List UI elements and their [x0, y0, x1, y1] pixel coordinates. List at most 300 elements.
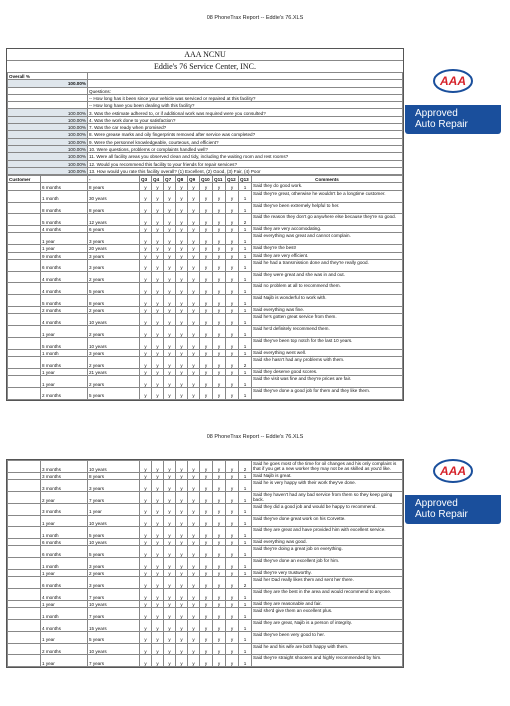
customer-cell [8, 202, 41, 214]
customer-cell [8, 271, 41, 283]
q3-cell: y [140, 226, 152, 233]
dealing-since-cell: 2 years [88, 376, 140, 388]
last-service-cell: 1 month [41, 190, 88, 202]
dealing-since-cell: 10 years [88, 600, 140, 607]
last-service-cell: 1 year [41, 631, 88, 643]
table-row [8, 655, 403, 667]
q9-cell: y [188, 539, 200, 546]
comment-cell: Said he's gotten great service from them. [252, 314, 403, 326]
q12-cell: y [226, 558, 239, 570]
q9-cell: y [188, 503, 200, 515]
survey-sheet-1 [6, 48, 404, 401]
q10-cell: y [200, 314, 213, 326]
q10-cell: y [200, 503, 213, 515]
table-row [8, 558, 403, 570]
q3-cell: y [140, 245, 152, 252]
q3-cell: y [140, 480, 152, 492]
q12-cell: y [226, 472, 239, 479]
customer-cell [8, 631, 41, 643]
q4-cell: y [152, 608, 164, 620]
shop-title: Eddie's 76 Service Center, INC. [154, 62, 256, 71]
q7-cell: y [164, 461, 176, 473]
customer-cell [8, 295, 41, 307]
last-service-cell: 2 months [41, 307, 88, 314]
q7-cell: y [164, 619, 176, 631]
q12-cell: y [226, 570, 239, 577]
badge-line1: Approved [415, 498, 458, 509]
comment-cell: Said they are great, Najib is a person of integrity. [252, 619, 403, 631]
q7-cell: y [164, 546, 176, 558]
q12-cell: y [226, 577, 239, 589]
table-row [8, 283, 403, 295]
q8-cell: y [176, 326, 188, 338]
dealing-since-cell: 21 years [88, 368, 140, 375]
dealing-since-cell: 3 years [88, 577, 140, 589]
q9-cell: y [188, 643, 200, 655]
q4-cell: y [152, 600, 164, 607]
q7-cell: y [164, 480, 176, 492]
q10-cell: y [200, 608, 213, 620]
q13-cell: 1 [239, 252, 252, 259]
q4-cell: y [152, 183, 164, 190]
q4-cell: y [152, 271, 164, 283]
q3-cell: y [140, 326, 152, 338]
q3-cell: y [140, 183, 152, 190]
q13-cell: 2 [239, 357, 252, 369]
q8-cell: y [176, 349, 188, 356]
q8-cell: y [176, 295, 188, 307]
q7-cell: y [164, 202, 176, 214]
q11-cell: y [213, 283, 226, 295]
q8-cell: y [176, 214, 188, 226]
comment-cell: Said they're the best! [252, 245, 403, 252]
dealing-since-cell: 3 years [88, 558, 140, 570]
q8-cell: y [176, 183, 188, 190]
customer-cell [8, 503, 41, 515]
dealing-since-cell: 10 years [88, 515, 140, 527]
q10-cell: y [200, 190, 213, 202]
table-row [8, 600, 403, 607]
comment-cell: Said he is very happy with their work they've done. [252, 480, 403, 492]
q8-cell: y [176, 245, 188, 252]
q8-cell: y [176, 491, 188, 503]
q3-cell: y [140, 271, 152, 283]
table-row [8, 337, 403, 349]
q8-cell: y [176, 600, 188, 607]
q8-cell: y [176, 283, 188, 295]
question-text: -- How long has it been since your vehicle was serviced or repaired at this facility? [88, 94, 403, 101]
question-text: 7. Was the car ready when promised? [88, 124, 403, 131]
q7-cell: y [164, 337, 176, 349]
q8-cell: y [176, 577, 188, 589]
q11-cell: y [213, 546, 226, 558]
q7-cell: y [164, 190, 176, 202]
q13-cell: 1 [239, 295, 252, 307]
q4-cell: y [152, 619, 164, 631]
dealing-since-cell: 2 years [88, 326, 140, 338]
table-row [8, 491, 403, 503]
table-row [8, 643, 403, 655]
question-text: -- How long have you been dealing with this facility? [88, 102, 403, 109]
q4-cell: y [152, 558, 164, 570]
q10-cell: y [200, 307, 213, 314]
svg-text:AAA: AAA [440, 464, 466, 478]
q13-cell: 1 [239, 491, 252, 503]
q4-cell: y [152, 245, 164, 252]
approved-auto-repair-banner [405, 105, 501, 134]
q13-cell: 1 [239, 202, 252, 214]
q4-cell: y [152, 190, 164, 202]
last-service-cell: 2 months [41, 387, 88, 399]
q9-cell: y [188, 326, 200, 338]
customer-cell [8, 491, 41, 503]
last-service-cell: 1 year [41, 600, 88, 607]
q13-cell: 1 [239, 655, 252, 667]
q4-cell: y [152, 387, 164, 399]
customer-cell [8, 546, 41, 558]
q11-cell: y [213, 558, 226, 570]
comment-cell: Said they've been top notch for the last 10 years. [252, 337, 403, 349]
q9-cell: y [188, 183, 200, 190]
table-row [8, 357, 403, 369]
q7-cell: y [164, 472, 176, 479]
q7-cell: y [164, 226, 176, 233]
last-service-cell: 2 months [41, 643, 88, 655]
q11-cell: y [213, 472, 226, 479]
q12-cell: y [226, 259, 239, 271]
q7-cell: y [164, 214, 176, 226]
q7-cell: y [164, 307, 176, 314]
q4-cell: y [152, 491, 164, 503]
q9-cell: y [188, 600, 200, 607]
q4-cell: y [152, 546, 164, 558]
q13-cell: 1 [239, 368, 252, 375]
overall-value: 100.00% [8, 80, 88, 87]
q8-cell: y [176, 233, 188, 245]
q12-cell: y [226, 190, 239, 202]
last-service-cell: 1 year [41, 233, 88, 245]
q10-cell: y [200, 546, 213, 558]
q13-cell: 1 [239, 570, 252, 577]
customer-cell [8, 570, 41, 577]
badge-line2: Auto Repair [415, 119, 468, 130]
q8-cell: y [176, 546, 188, 558]
q10-cell: y [200, 558, 213, 570]
q3-cell: y [140, 368, 152, 375]
q9-cell: y [188, 202, 200, 214]
q10-cell: y [200, 461, 213, 473]
comment-cell: Said he goes most of the time for oil changes and his only complaint is that if you get a new worker they may not be as skilled as you'd like. [252, 461, 403, 473]
q4-cell: y [152, 349, 164, 356]
q12-cell: y [226, 619, 239, 631]
q8-cell: y [176, 252, 188, 259]
q4-cell: y [152, 259, 164, 271]
q4-cell: y [152, 503, 164, 515]
customer-cell [8, 608, 41, 620]
q4-cell: y [152, 631, 164, 643]
q4-cell: y [152, 376, 164, 388]
q4-cell: y [152, 527, 164, 539]
q7-cell: y [164, 631, 176, 643]
table-row [8, 259, 403, 271]
q13-cell: 1 [239, 183, 252, 190]
aaa-badge-2 [405, 455, 501, 524]
last-service-cell: 1 year [41, 368, 88, 375]
q11-cell: y [213, 515, 226, 527]
q7-cell: y [164, 589, 176, 601]
table-row [8, 461, 403, 473]
q8-cell: y [176, 337, 188, 349]
q10-cell: y [200, 183, 213, 190]
last-service-cell: 8 months [41, 357, 88, 369]
q13-cell: 1 [239, 643, 252, 655]
customer-cell [8, 349, 41, 356]
table-row [8, 245, 403, 252]
last-service-cell: 2 year [41, 491, 88, 503]
q12-cell: y [226, 655, 239, 667]
last-service-cell: 1 month [41, 558, 88, 570]
q9-cell: y [188, 233, 200, 245]
dealing-since-cell: 10 years [88, 461, 140, 473]
customer-cell [8, 314, 41, 326]
comment-cell: Said she'd give them an excellent plus. [252, 608, 403, 620]
q13-cell: 2 [239, 461, 252, 473]
q9-cell: y [188, 480, 200, 492]
comment-cell: Said Najib is great. [252, 472, 403, 479]
table-row [8, 546, 403, 558]
q9-cell: y [188, 491, 200, 503]
customer-cell [8, 643, 41, 655]
last-service-cell: 6 months [41, 183, 88, 190]
q4-cell: y [152, 368, 164, 375]
table-row [8, 631, 403, 643]
q9-cell: y [188, 570, 200, 577]
comment-cell: Said they're doing a great job on everything. [252, 546, 403, 558]
q10-cell: y [200, 600, 213, 607]
q8-cell: y [176, 480, 188, 492]
q4-cell: y [152, 515, 164, 527]
table-row [8, 226, 403, 233]
q7-cell: y [164, 643, 176, 655]
question-percent: 100.00% [8, 124, 88, 131]
q11-cell: y [213, 314, 226, 326]
question-percent: 100.00% [8, 153, 88, 160]
q3-cell: y [140, 376, 152, 388]
comment-cell: Said they've been extremely helpful to her. [252, 202, 403, 214]
comment-cell: Said everything was great and cannot complain. [252, 233, 403, 245]
q9-cell: y [188, 252, 200, 259]
table-row [8, 349, 403, 356]
q11-cell: y [213, 245, 226, 252]
q7-cell: y [164, 252, 176, 259]
q8-cell: y [176, 643, 188, 655]
q11-cell: y [213, 655, 226, 667]
customer-cell [8, 337, 41, 349]
q13-cell: 1 [239, 527, 252, 539]
q9-cell: y [188, 546, 200, 558]
q9-cell: y [188, 295, 200, 307]
last-service-cell: 3 months [41, 503, 88, 515]
question-percent: 100.00% [8, 109, 88, 116]
q4-cell: y [152, 472, 164, 479]
q11-cell: y [213, 577, 226, 589]
table-row [8, 619, 403, 631]
survey-sheet-2 [6, 459, 404, 668]
table-row [8, 527, 403, 539]
q4-cell: y [152, 589, 164, 601]
question-text: 11. Were all facility areas you observed clean and tidy, including the waiting room and rest rooms? [88, 153, 403, 160]
dealing-since-cell: 6 years [88, 226, 140, 233]
q7-cell: y [164, 608, 176, 620]
dealing-since-cell: 10 years [88, 337, 140, 349]
q11-cell: y [213, 202, 226, 214]
question-row [8, 124, 403, 131]
q13-cell: 1 [239, 259, 252, 271]
table-row [8, 295, 403, 307]
q10-cell: y [200, 283, 213, 295]
q9-cell: y [188, 558, 200, 570]
q9-cell: y [188, 307, 200, 314]
q7-cell: y [164, 539, 176, 546]
q11-cell: y [213, 589, 226, 601]
q10-cell: y [200, 295, 213, 307]
comment-cell: Said they've done an excellent job for him. [252, 558, 403, 570]
q11-cell: y [213, 491, 226, 503]
q10-cell: y [200, 214, 213, 226]
q12-cell: y [226, 337, 239, 349]
table-row [8, 503, 403, 515]
q11-cell: y [213, 271, 226, 283]
q11-cell: y [213, 608, 226, 620]
q8-cell: y [176, 503, 188, 515]
q3-cell: y [140, 387, 152, 399]
q8-cell: y [176, 357, 188, 369]
q10-cell: y [200, 570, 213, 577]
comment-cell: Said no problem at all to recommend them. [252, 283, 403, 295]
comment-cell: Said Najib is wonderful to work with. [252, 295, 403, 307]
q10-cell: y [200, 376, 213, 388]
last-service-cell: 5 months [41, 214, 88, 226]
q9-cell: y [188, 631, 200, 643]
comment-cell: Said they deserve good scores. [252, 368, 403, 375]
q13-cell: 2 [239, 214, 252, 226]
dealing-since-cell: 30 years [88, 190, 140, 202]
q3-cell: y [140, 570, 152, 577]
q4-cell: y [152, 233, 164, 245]
q10-cell: y [200, 337, 213, 349]
table-row [8, 314, 403, 326]
q10-cell: y [200, 368, 213, 375]
question-row [8, 153, 403, 160]
q12-cell: y [226, 245, 239, 252]
q12-cell: y [226, 252, 239, 259]
customer-cell [8, 577, 41, 589]
customer-cell [8, 600, 41, 607]
q3-cell: y [140, 655, 152, 667]
q12-cell: y [226, 314, 239, 326]
dealing-since-cell: 7 years [88, 589, 140, 601]
q13-cell: 1 [239, 589, 252, 601]
table-row [8, 376, 403, 388]
org-title: AAA NCNU [7, 49, 403, 61]
q4-cell: y [152, 307, 164, 314]
q10-cell: y [200, 252, 213, 259]
q13-cell: 2 [239, 577, 252, 589]
responses-table-2 [7, 460, 403, 667]
comment-cell: Said they do good work. [252, 183, 403, 190]
last-service-cell: 6 months [41, 259, 88, 271]
last-service-cell: 4 months [41, 589, 88, 601]
q11-cell: y [213, 349, 226, 356]
dealing-since-cell: 8 years [88, 202, 140, 214]
q8-cell: y [176, 259, 188, 271]
q8-cell: y [176, 271, 188, 283]
dealing-since-cell: 5 years [88, 631, 140, 643]
last-service-cell: 6 months [41, 546, 88, 558]
q3-cell: y [140, 233, 152, 245]
q4-cell: y [152, 655, 164, 667]
q3-cell: y [140, 259, 152, 271]
q9-cell: y [188, 376, 200, 388]
q4-cell: y [152, 283, 164, 295]
q7-cell: y [164, 245, 176, 252]
comment-cell: Said they're very trustworthy. [252, 570, 403, 577]
q12-cell: y [226, 600, 239, 607]
q9-cell: y [188, 655, 200, 667]
customer-cell [8, 283, 41, 295]
q8-cell: y [176, 589, 188, 601]
question-percent: 100.00% [8, 131, 88, 138]
q4-cell: y [152, 326, 164, 338]
q13-cell: 1 [239, 600, 252, 607]
q11-cell: y [213, 326, 226, 338]
question-text: 3. Was the estimate adhered to, or if additional work was required were you consulted? [88, 109, 403, 116]
comment-cell: Said everything was fine. [252, 307, 403, 314]
last-service-cell: 6 months [41, 539, 88, 546]
question-text: 4. Was the work done to your satisfaction? [88, 116, 403, 123]
comment-cell: Said he and his wife are both happy with them. [252, 643, 403, 655]
q9-cell: y [188, 337, 200, 349]
q3-cell: y [140, 349, 152, 356]
last-service-cell: 1 month [41, 349, 88, 356]
question-percent: 100.00% [8, 160, 88, 167]
q8-cell: y [176, 539, 188, 546]
q11-cell: y [213, 461, 226, 473]
q10-cell: y [200, 472, 213, 479]
comment-cell: Said everything went well. [252, 349, 403, 356]
comment-cell: Said she hasn't had any problems with them. [252, 357, 403, 369]
q10-cell: y [200, 643, 213, 655]
approved-auto-repair-banner [405, 495, 501, 524]
q9-cell: y [188, 245, 200, 252]
q9-cell: y [188, 349, 200, 356]
q7-header: Q7 [164, 176, 176, 183]
q13-cell: 1 [239, 349, 252, 356]
q10-cell: y [200, 233, 213, 245]
q12-cell: y [226, 183, 239, 190]
table-row [8, 472, 403, 479]
q8-cell: y [176, 368, 188, 375]
q7-cell: y [164, 558, 176, 570]
comment-cell: Said he'd definitely recommend them. [252, 326, 403, 338]
customer-cell [8, 226, 41, 233]
q3-cell: y [140, 631, 152, 643]
q11-cell: y [213, 190, 226, 202]
q12-cell: y [226, 233, 239, 245]
dealing-since-cell: 5 years [88, 546, 140, 558]
q7-cell: y [164, 368, 176, 375]
q11-cell: y [213, 480, 226, 492]
